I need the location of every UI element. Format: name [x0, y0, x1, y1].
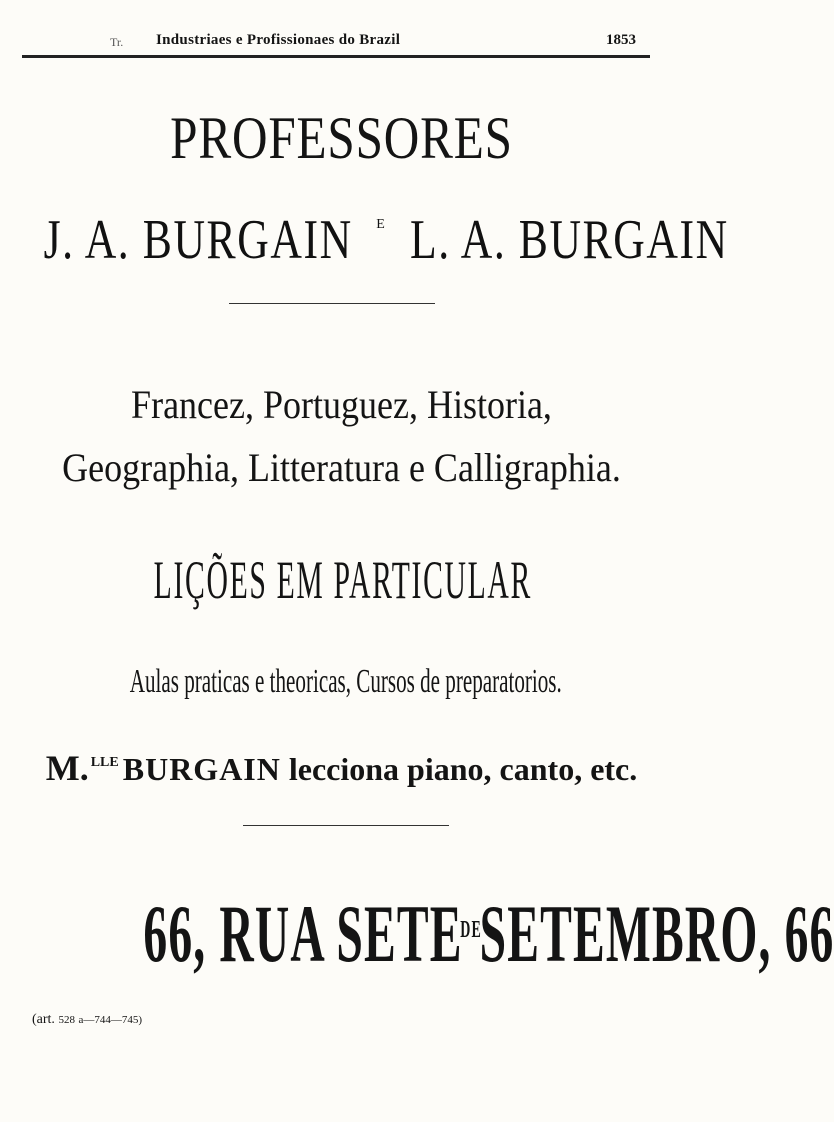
page-number: 1853 [606, 32, 636, 48]
address-part-2: SETEMBRO, 66 [479, 888, 834, 979]
mlle-prefix: M. [45, 748, 89, 788]
professor-name-1: J. A. BURGAIN [43, 209, 353, 271]
mlle-line [0, 750, 683, 786]
mlle-name: BURGAIN [122, 751, 281, 787]
ref-letter: a [78, 1014, 84, 1026]
header-rule [22, 55, 650, 58]
address-connector: DE [460, 917, 482, 943]
mlle-superscript: LLE [90, 755, 119, 770]
subjects-line-1: Francez, Portuguez, Historia, [131, 382, 552, 427]
divider-rule-top [229, 303, 435, 304]
ref-rest: —744—745) [83, 1014, 142, 1026]
mlle-text: lecciona piano, canto, etc. [288, 751, 638, 787]
subjects-line-2: Geographia, Litteratura e Calligraphia. [62, 445, 621, 490]
name-conjunction: E [376, 217, 385, 232]
ref-number: 528 [58, 1014, 75, 1026]
running-head-title: Industriaes e Profissionaes do Brazil [156, 32, 401, 48]
ref-label: (art. [32, 1012, 55, 1027]
running-head-prefix: Tr. [110, 35, 124, 49]
address-part-1: 66, RUA SETE [143, 888, 463, 979]
divider-rule-bottom [243, 825, 449, 826]
courses-line: Aulas praticas e theoricas, Cursos de preparatorios. [129, 663, 562, 700]
professor-name-2: L. A. BURGAIN [409, 209, 729, 271]
professor-names [0, 209, 729, 271]
private-lessons-title: LIÇÕES EM PARTICULAR [153, 550, 532, 610]
address [143, 888, 834, 979]
article-reference [32, 1012, 142, 1028]
ad-heading: PROFESSORES [170, 105, 513, 171]
